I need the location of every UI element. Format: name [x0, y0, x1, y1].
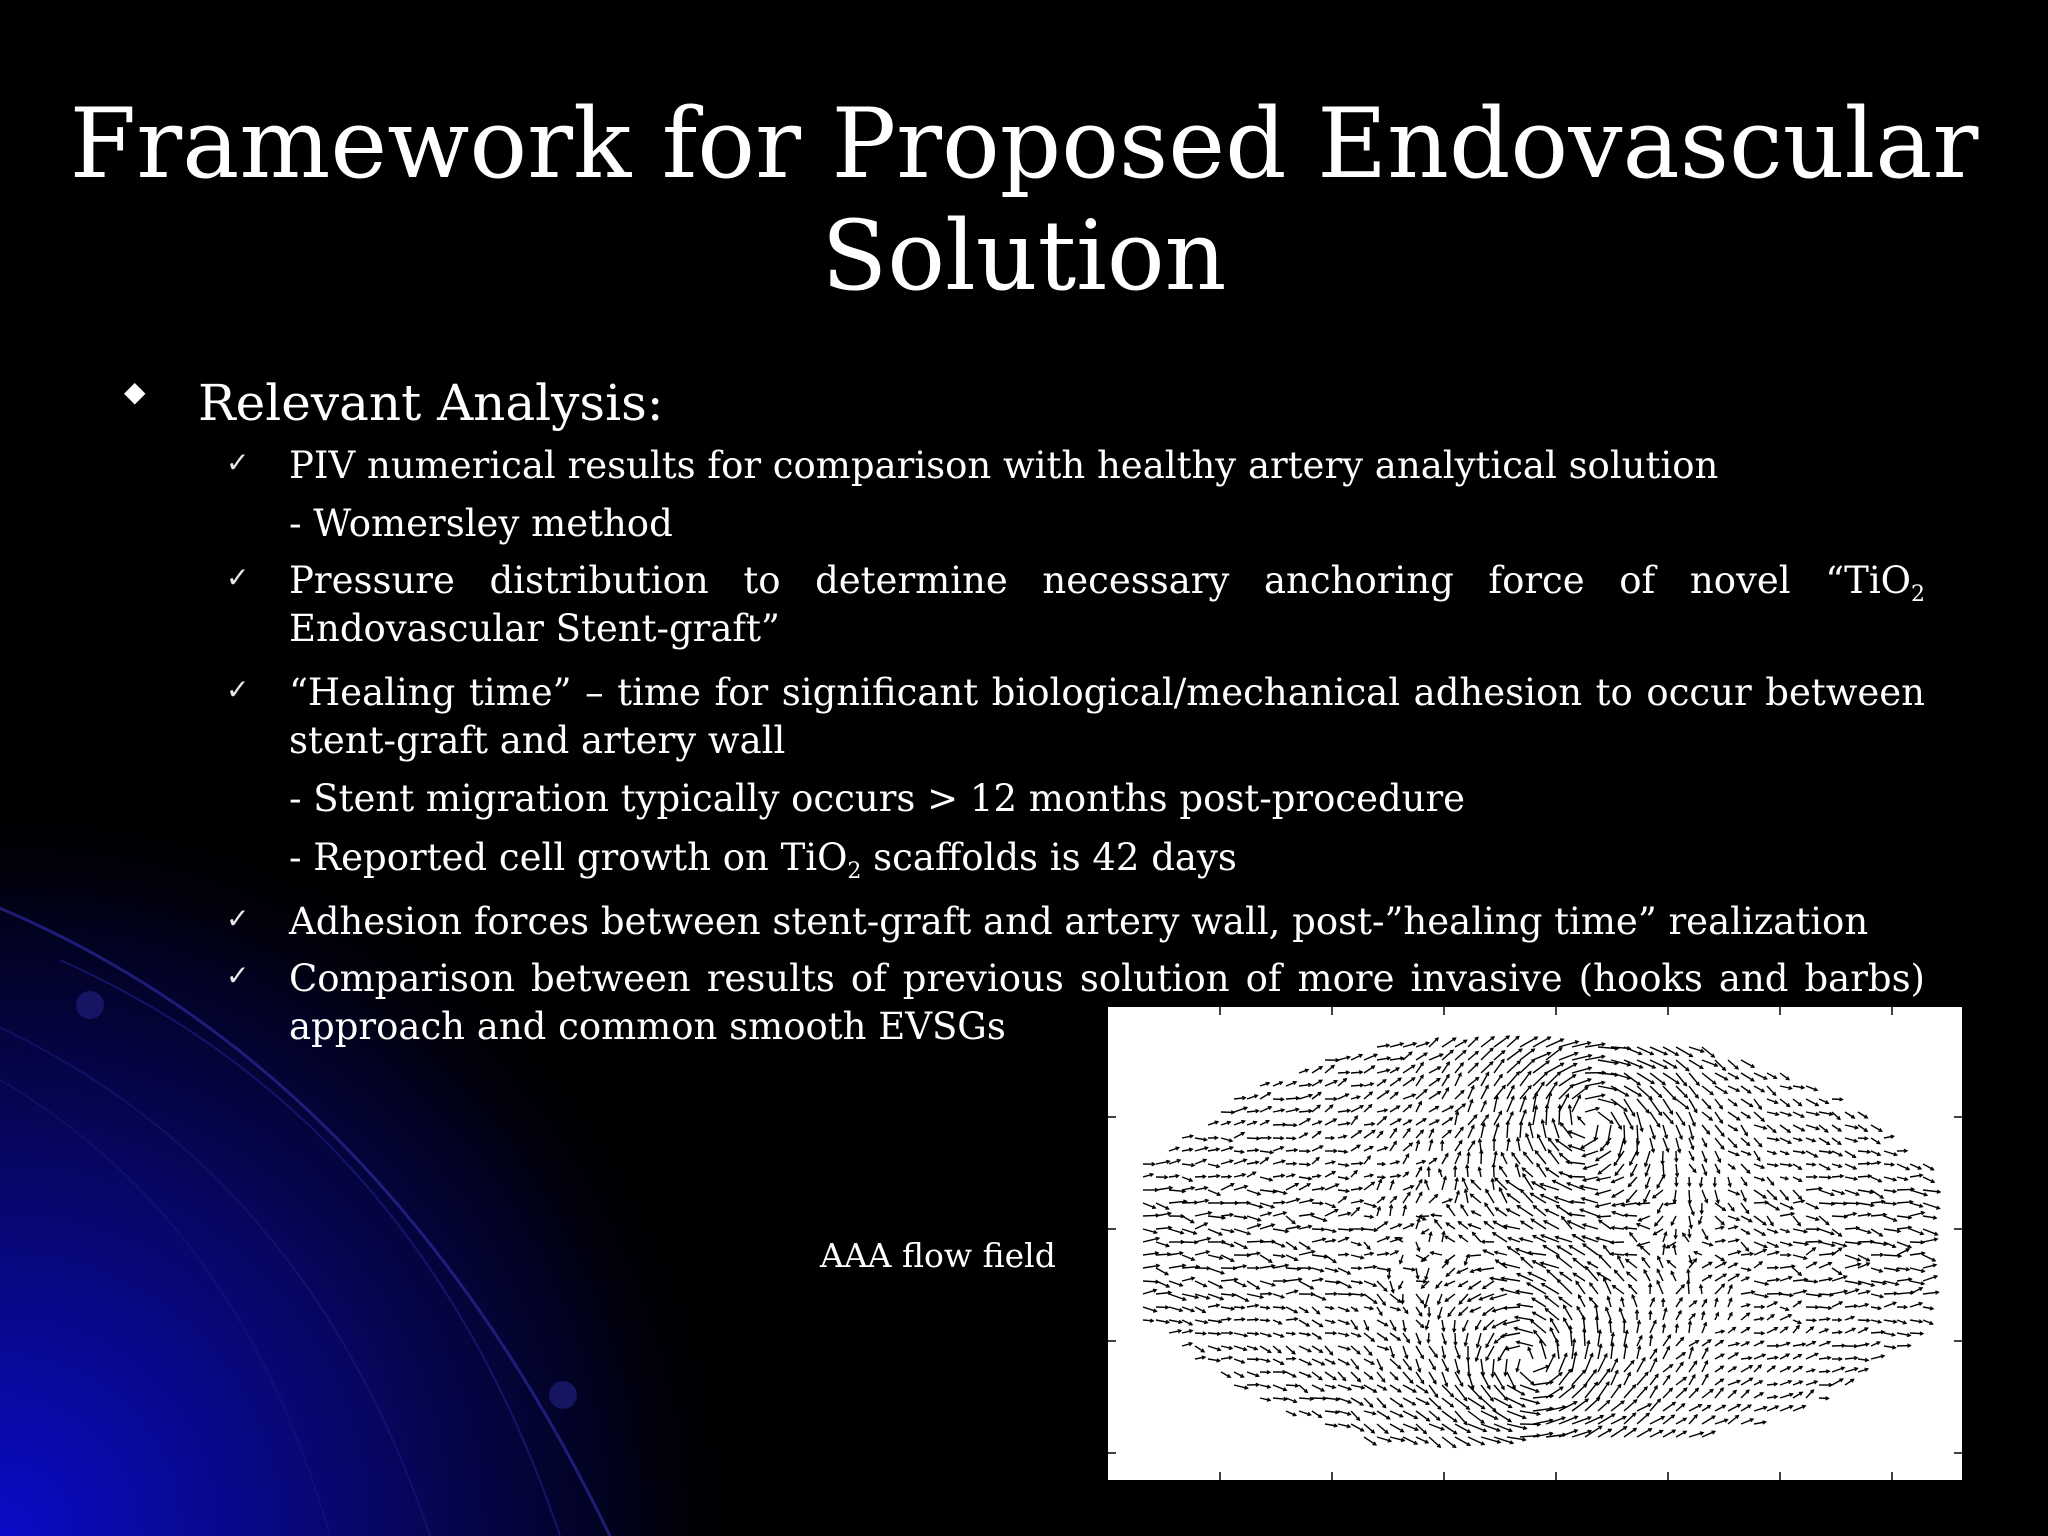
checkmark-icon: ✓	[226, 673, 250, 706]
checkmark-icon: ✓	[226, 561, 250, 594]
sub-item-text: scaffolds is 42 days	[861, 836, 1237, 879]
subscript: 2	[847, 859, 862, 884]
checkmark-icon: ✓	[226, 902, 250, 935]
section-heading: Relevant Analysis:	[198, 374, 664, 432]
checkmark-icon: ✓	[226, 446, 250, 479]
sub-item-text: - Reported cell growth on TiO	[289, 836, 848, 879]
list-item: Comparison between results of previous solution of more invasive (hooks and barbs) approach and common smooth EVSGs	[289, 957, 1925, 1048]
flow-vector	[1273, 1125, 1286, 1126]
flow-vector	[1569, 1177, 1585, 1178]
flow-field-figure	[1108, 1007, 1962, 1480]
sub-item	[289, 834, 1237, 882]
flow-vector	[1845, 1203, 1859, 1204]
diamond-bullet-icon: ◆	[124, 375, 146, 408]
list-item: PIV numerical results for comparison with healthy artery analytical solution	[289, 444, 1719, 487]
checkmark-icon: ✓	[226, 959, 250, 992]
vector-field-plot-icon	[1108, 1007, 1962, 1480]
flow-vector	[1832, 1203, 1847, 1204]
sub-item: - Womersley method	[289, 502, 673, 545]
list-item-text: Pressure distribution to determine necessary anchoring force of novel “TiO	[289, 559, 1911, 602]
flow-vector	[1584, 1329, 1585, 1346]
flow-vector	[1624, 1125, 1625, 1144]
flow-vector	[1897, 1346, 1911, 1347]
list-item: “Healing time” – time for significant biological/mechanical adhesion to occur between stent-graft and artery wall	[289, 671, 1925, 762]
flow-vector	[1260, 1242, 1275, 1243]
flow-vector	[1312, 1398, 1326, 1399]
flow-vector	[1663, 1151, 1664, 1164]
flow-vector	[1507, 1121, 1508, 1138]
flow-vector	[1910, 1242, 1924, 1243]
list-item	[289, 557, 1925, 653]
list-item-text: Endovascular Stent-graft”	[289, 607, 780, 650]
figure-caption: AAA flow field	[820, 1236, 1056, 1275]
flow-vector	[1624, 1320, 1625, 1333]
subscript: 2	[1911, 582, 1925, 607]
flow-vector	[1481, 1150, 1482, 1164]
flow-vector	[1520, 1424, 1540, 1425]
sub-item: - Stent migration typically occurs > 12 months post-procedure	[289, 777, 1466, 820]
title-line-2: Solution	[821, 200, 1227, 312]
list-item: Adhesion forces between stent-graft and artery wall, post-”healing time” realization	[289, 900, 1869, 943]
title-line-1: Framework for Proposed Endovascular	[69, 88, 1979, 200]
flow-vector	[1559, 1105, 1560, 1125]
